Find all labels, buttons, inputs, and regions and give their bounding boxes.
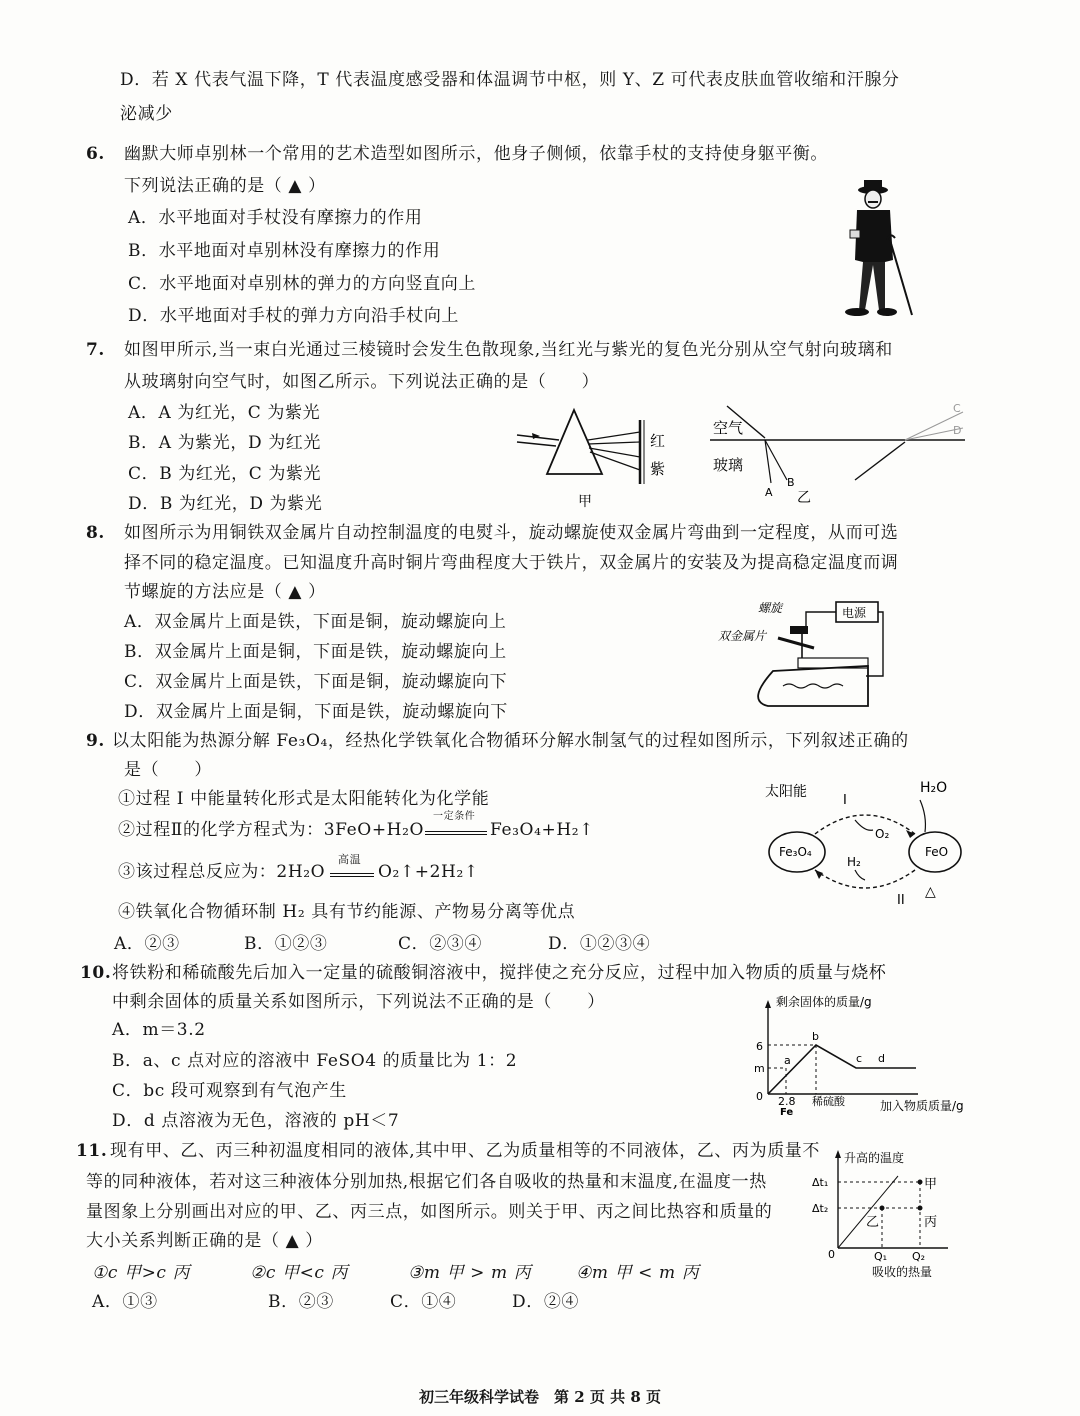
chart10-point-label-d: d (878, 1052, 885, 1065)
q11-choice-4: ④m 甲 < m 丙 (576, 1263, 700, 1283)
q8-stem-line1: 如图所示为用铜铁双金属片自动控制温度的电熨斗，旋动螺旋使双金属片弯曲到一定程度，从而可选 (124, 523, 899, 543)
q7-option-b: B．A 为紫光，D 为红光 (128, 433, 322, 453)
q8-stem-line2: 择不同的稳定温度。已知温度升高时铜片弯曲程度大于铁片，双金属片的安装及为提高稳定温度而调 (124, 553, 899, 573)
chart11-label-jia: 甲 (924, 1177, 938, 1192)
chart10-y-tick-6: 6 (756, 1040, 763, 1053)
q10-option-b: B．a、c 点对应的溶液中 FeSO4 的质量比为 1：2 (112, 1051, 518, 1071)
q10-number: 10. (80, 963, 112, 983)
chart11-x-tick-q1: Q₁ (874, 1250, 888, 1263)
q11-choice-2: ②c 甲<c 丙 (250, 1263, 349, 1283)
fig-jia-caption: 甲 (578, 494, 592, 510)
q9-statement-2-lhs: ②过程Ⅱ的化学方程式为：3FeO+H₂O (118, 820, 425, 840)
chart11-x-tick-q2: Q₂ (912, 1250, 926, 1263)
q6-option-d: D．水平地面对手杖的弹力方向沿手杖向上 (128, 306, 460, 326)
fig-yi-label-c: C (953, 402, 961, 415)
q9-option-b: B．①②③ (244, 934, 328, 954)
q8-stem-line3: 节螺旋的方法应是（ ▲ ） (124, 582, 326, 602)
q11-stem-line2: 等的同种液体，若对这三种液体分别加热,根据它们各自吸收的热量和末温度,在温度一热 (86, 1172, 767, 1192)
q8-number: 8. (86, 523, 105, 543)
q8-option-d: D．双金属片上面是铜，下面是铁，旋动螺旋向下 (124, 702, 508, 722)
fig-cycle-feo-label: FeO (925, 845, 949, 859)
q9-option-c: C．②③④ (398, 934, 483, 954)
chart10-series-line (768, 1045, 916, 1094)
chart10-point-label-a: a (784, 1054, 791, 1067)
q6-option-a: A．水平地面对手杖没有摩擦力的作用 (128, 208, 423, 228)
q6-option-b: B．水平地面对卓别林没有摩擦力的作用 (128, 241, 441, 261)
q11-option-c: C．①④ (390, 1292, 457, 1312)
q9-option-d: D．①②③④ (548, 934, 651, 954)
q6-stem-line1: 幽默大师卓别林一个常用的艺术造型如图所示，他身子侧倾，依靠手杖的支持使身躯平衡。 (124, 144, 828, 164)
chart11-point-bing (918, 1206, 923, 1211)
q8-option-a: A．双金属片上面是铁，下面是铜，旋动螺旋向上 (124, 612, 507, 632)
q6-number: 6. (86, 144, 105, 164)
q9-option-a: A．②③ (114, 934, 180, 954)
q11-stem-line4: 大小关系判断正确的是（ ▲ ） (86, 1231, 323, 1251)
q9-statement-3-lhs: ③该过程总反应为：2H₂O (118, 862, 326, 882)
chart11-y-tick-dt1: Δt₁ (812, 1176, 829, 1189)
q5-option-d-line2: 泌减少 (120, 104, 173, 124)
q8-option-b: B．双金属片上面是铜，下面是铁，旋动螺旋向上 (124, 642, 507, 662)
temperature-heat-chart (808, 1148, 968, 1283)
fig-iron-power-label: 电源 (842, 606, 867, 620)
solid-mass-chart (748, 990, 988, 1120)
q10-stem-line2: 中剩余固体的质量关系如图所示，下列说法不正确的是（ ） (112, 992, 605, 1012)
q5-option-d-line1: D．若 X 代表气温下降，T 代表温度感受器和体温调节中枢，则 Y、Z 可代表皮肤血管收缩和汗腺分 (120, 70, 900, 90)
refraction-figure-yi (705, 398, 975, 508)
q9-statement-3-rhs: O₂↑+2H₂↑ (378, 862, 479, 882)
q9-stem-line1: 以太阳能为热源分解 Fe₃O₄，经热化学铁氧化合物循环分解水制氢气的过程如图所示，下列叙述正确的 (112, 731, 909, 751)
q7-number: 7. (86, 340, 105, 360)
chart11-label-yi: 乙 (866, 1215, 880, 1230)
fig-yi-label-b: B (787, 476, 795, 489)
iron-figure (718, 596, 888, 716)
q11-stem-line1: 现有甲、乙、丙三种初温度相同的液体,其中甲、乙为质量相等的不同液体，乙、丙为质量不 (110, 1141, 821, 1161)
chart11-label-bing: 丙 (924, 1215, 938, 1230)
fig-cycle-solar-label: 太阳能 (765, 784, 807, 800)
chart10-point-label-c: c (856, 1052, 863, 1065)
fig-cycle-fe3o4-label: Fe₃O₄ (779, 845, 812, 859)
chart11-y-tick-dt2: Δt₂ (812, 1202, 829, 1215)
q6-option-c: C．水平地面对卓别林的弹力的方向竖直向上 (128, 274, 477, 294)
chart11-y-label: 升高的温度 (844, 1151, 905, 1165)
fig-cycle-h2-label: H₂ (847, 855, 861, 869)
chart11-point-jia (918, 1180, 923, 1185)
q10-option-c: C．bc 段可观察到有气泡产生 (112, 1081, 347, 1101)
chart10-x-tick-fe: Fe (780, 1107, 794, 1118)
chart11-origin-label: 0 (828, 1248, 835, 1261)
q11-stem-line3: 量图象上分别画出对应的甲、乙、丙三点，如图所示。则关于甲、丙之间比热容和质量的 (86, 1202, 773, 1222)
fig-cycle-o2-label: O₂ (875, 827, 890, 841)
q9-statement-2-condition: 一定条件 (433, 811, 476, 822)
q7-option-a: A．A 为红光，C 为紫光 (128, 403, 321, 423)
fig-cycle-water-label: H₂O (920, 780, 948, 796)
chart11-x-label: 吸收的热量 (872, 1265, 933, 1279)
q11-choice-1: ①c 甲>c 丙 (92, 1263, 191, 1283)
chart10-y-label: 剩余固体的质量/g (776, 995, 872, 1009)
q6-stem-line2: 下列说法正确的是（ ▲ ） (124, 176, 326, 196)
q7-stem-line2: 从玻璃射向空气时，如图乙所示。下列说法正确的是（ ） (124, 372, 600, 392)
q11-option-d: D．②④ (512, 1292, 580, 1312)
q8-option-c: C．双金属片上面是铁，下面是铜，旋动螺旋向下 (124, 672, 508, 692)
fig-yi-label-d: D (953, 424, 962, 437)
q11-option-a: A．①③ (92, 1292, 158, 1312)
fig-yi-glass-label: 玻璃 (713, 456, 744, 474)
fig-yi-air-label: 空气 (713, 419, 744, 437)
q11-choice-3: ③m 甲 > m 丙 (408, 1263, 532, 1283)
q9-statement-4: ④铁氧化合物循环制 H₂ 具有节约能源、产物易分离等优点 (118, 902, 576, 922)
fig-cycle-process1-label: I (843, 793, 847, 808)
fig-cycle-process2-label: II (897, 893, 905, 908)
fig-yi-label-a: A (765, 486, 773, 499)
chart10-origin-label: 0 (756, 1090, 763, 1103)
q7-option-d: D．B 为红光，D 为紫光 (128, 494, 323, 514)
fig-jia-purple-label: 紫 (650, 460, 666, 478)
q10-stem-line1: 将铁粉和稀硫酸先后加入一定量的硫酸铜溶液中，搅拌使之充分反应，过程中加入物质的质量与烧杯 (112, 963, 887, 983)
q11-number: 11. (76, 1141, 108, 1161)
q10-option-a: A．m＝3.2 (112, 1020, 206, 1040)
chart10-x-tick-2-8: 2.8 (778, 1095, 796, 1108)
chart10-y-tick-m: m (754, 1062, 765, 1075)
fig-jia-red-label: 红 (650, 432, 666, 450)
q9-stem-line2: 是（ ） (124, 760, 212, 780)
fig-iron-strip-label: 双金属片 (718, 629, 767, 643)
fig-iron-screw-label: 螺旋 (758, 601, 783, 615)
iron-oxide-cycle-figure (755, 776, 975, 910)
chart11-point-yi (880, 1206, 885, 1211)
page-footer: 初三年级科学试卷 第 2 页 共 8 页 (419, 1388, 661, 1406)
chart10-point-label-b: b (812, 1030, 819, 1043)
q9-statement-1: ①过程 I 中能量转化形式是太阳能转化为化学能 (118, 789, 490, 809)
q9-number: 9. (86, 731, 105, 751)
q10-option-d: D．d 点溶液为无色，溶液的 pH＜7 (112, 1111, 400, 1131)
chaplin-figure (835, 180, 925, 340)
q7-option-c: C．B 为红光，C 为紫光 (128, 464, 322, 484)
chart10-x-tick-acid: 稀硫酸 (812, 1095, 845, 1108)
fig-cycle-heat-label: △ (925, 884, 936, 900)
q9-statement-2-rhs: Fe₃O₄+H₂↑ (490, 820, 595, 840)
fig-yi-caption: 乙 (797, 490, 811, 506)
chart10-x-label: 加入物质质量/g (880, 1099, 964, 1113)
q9-statement-3-condition: 高温 (338, 853, 362, 866)
prism-figure-jia (512, 402, 687, 512)
q11-option-b: B．②③ (268, 1292, 334, 1312)
q7-stem-line1: 如图甲所示,当一束白光通过三棱镜时会发生色散现象,当红光与紫光的复色光分别从空气射向玻璃和 (124, 340, 893, 360)
